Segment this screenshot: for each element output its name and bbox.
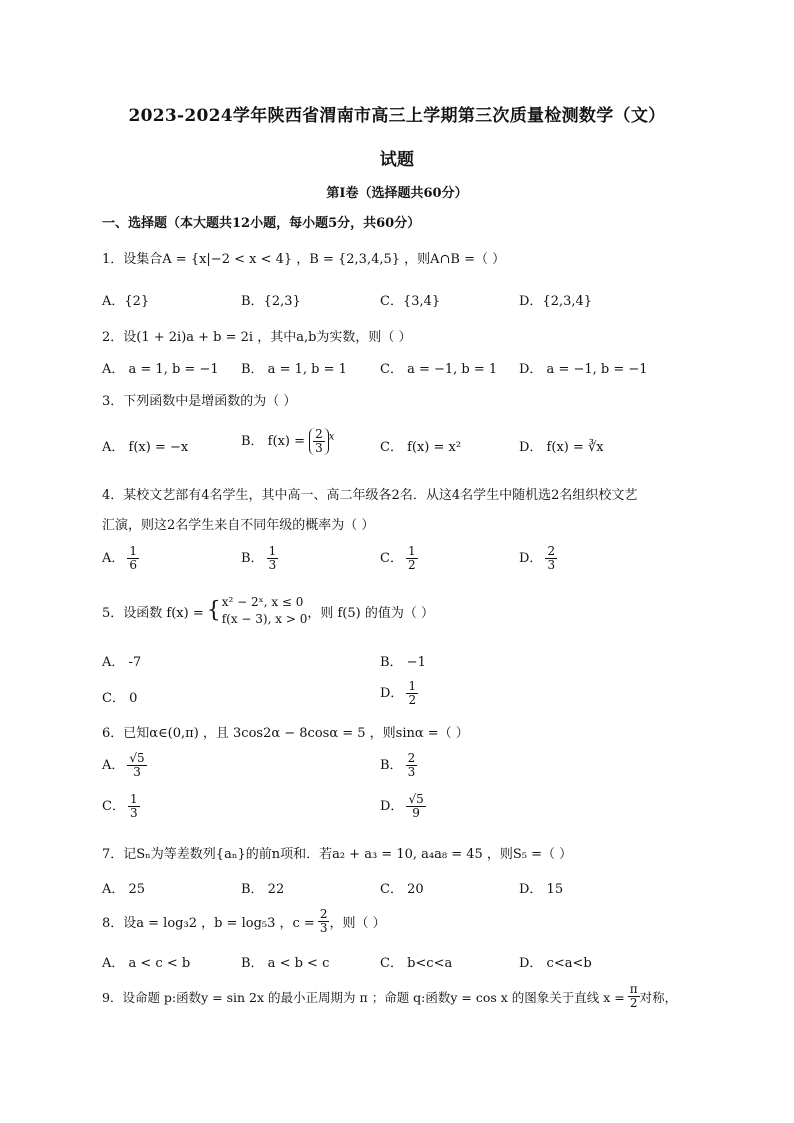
exam-title-line2: 试题 (379, 150, 415, 170)
q8-stem-prefix: 8．设a = log₃2 ，b = log₅3 ，c = (102, 916, 315, 931)
q5-option-c: C． 0 (102, 691, 138, 706)
q8-stem-suffix: ，则（ ） (329, 916, 386, 931)
q3-option-b: B． f(x) = $\frac{2}{3}$ $^x$ (241, 427, 335, 455)
q3-option-a: A． f(x) = −x (102, 440, 189, 455)
q4-c-num: 1 (407, 544, 416, 558)
q6-a-num: √5 (129, 751, 145, 765)
q4-b-den: 3 (268, 558, 277, 572)
q6-a-den: 3 (133, 765, 141, 779)
q5-stem-suffix: ，则 f(5) 的值为（ ） (307, 605, 434, 621)
q8-option-c: C． b<c<a (380, 956, 453, 971)
q8-option-b: B． a < b < c (241, 956, 330, 971)
q4-c-den: 2 (407, 558, 416, 572)
q6-option-c (102, 793, 140, 820)
question-6-stem: 6．已知α∈(0,π) ，且 3cos2α − 8cosα = 5 ，则sinα =（ ） (102, 726, 469, 741)
q6-b-den: 3 (407, 765, 416, 779)
q1-option-b: B．{2,3} (241, 294, 301, 309)
q3-option-b-label: B． f(x) = (241, 434, 310, 449)
q4-option-c-label: C． (380, 551, 403, 566)
q4-option-c (380, 545, 418, 572)
q7-option-a: A． 25 (102, 882, 146, 897)
q6-d-den: 9 (412, 806, 420, 820)
q4-a-num: 1 (129, 544, 138, 558)
question-9-stem (102, 983, 677, 1010)
q6-option-d (380, 793, 426, 820)
q7-option-b: B． 22 (241, 882, 285, 897)
exam-title-line1: 2023-2024学年陕西省渭南市高三上学期第三次质量检测数学（文） (128, 106, 666, 126)
q9-num: π (629, 982, 638, 996)
q3-option-b-exponent: x (328, 431, 335, 443)
q2-option-b: B． a = 1, b = 1 (241, 362, 347, 377)
question-4-stem-line1: 4．某校文艺部有4名学生，其中高一、高二年级各2名．从这4名学生中随机选2名组织校文艺 (102, 488, 638, 503)
q6-d-num: √5 (408, 792, 424, 806)
q8-c-den: 3 (319, 921, 328, 935)
q5-piece-2: f(x − 3), x > 0 (221, 612, 308, 626)
question-1-stem: 1．设集合A = {x|−2 < x < 4} ，B = {2,3,4,5} ，则A∩B =（ ） (102, 252, 506, 267)
q5-piece-1: x² − 2ˣ, x ≤ 0 (221, 595, 304, 609)
q1-option-a: A．{2} (102, 294, 150, 309)
question-4-stem-line2: 汇演，则这2名学生来自不同年级的概率为（ ） (102, 518, 375, 533)
section-heading: 一、选择题（本大题共12小题，每小题5分，共60分） (102, 216, 421, 231)
question-3-stem: 3．下列函数中是增函数的为（ ） (102, 394, 297, 409)
q2-option-a: A． a = 1, b = −1 (102, 362, 219, 377)
q6-option-a (102, 752, 147, 779)
q6-b-num: 2 (407, 751, 416, 765)
q4-d-den: 3 (547, 558, 556, 572)
q9-stem-suffix: 对称， (639, 989, 678, 1005)
q4-option-a (102, 545, 139, 572)
q5-d-num: 1 (408, 679, 417, 693)
q8-option-a: A． a < c < b (102, 956, 191, 971)
q4-d-num: 2 (547, 544, 556, 558)
q9-den: 2 (629, 996, 638, 1010)
question-5-stem (102, 594, 434, 628)
q5-option-a: A． -7 (102, 655, 142, 670)
q5-option-d-label: D． (380, 686, 404, 701)
q5-d-den: 2 (408, 693, 417, 707)
q6-c-den: 3 (129, 806, 138, 820)
question-8-stem (102, 908, 386, 935)
q4-option-a-label: A． (102, 551, 125, 566)
q4-option-b (241, 545, 278, 572)
q6-option-d-label: D． (380, 799, 404, 814)
part-heading: 第I卷（选择题共60分） (326, 186, 468, 201)
q3-option-d: D． f(x) = ∛x (519, 440, 604, 455)
q4-option-b-label: B． (241, 551, 264, 566)
q4-option-d-label: D． (519, 551, 543, 566)
q5-option-d (380, 680, 418, 707)
q1-option-d: D．{2,3,4} (519, 294, 593, 309)
q3-option-c: C． f(x) = x² (380, 440, 462, 455)
q1-option-c: C．{3,4} (380, 294, 441, 309)
question-7-stem: 7．记Sₙ为等差数列{aₙ}的前n项和．若a₂ + a₃ = 10, a₄a₈ = 45 ，则S₅ =（ ） (102, 847, 573, 862)
q7-option-c: C． 20 (380, 882, 424, 897)
q8-option-d: D． c<a<b (519, 956, 592, 971)
q6-option-b (380, 752, 417, 779)
q4-b-num: 1 (268, 544, 277, 558)
q5-stem-prefix: 5．设函数 f(x) = (102, 605, 204, 621)
q9-stem-prefix: 9．设命题 p:函数y = sin 2x 的最小正周期为 π ；命题 q:函数y = cos x 的图象关于直线 x = (102, 989, 625, 1005)
q4-option-d (519, 545, 557, 572)
q6-option-c-label: C． (102, 799, 125, 814)
q4-a-den: 6 (129, 558, 138, 572)
q8-c-num: 2 (319, 907, 328, 921)
q6-c-num: 1 (129, 792, 138, 806)
q6-option-a-label: A． (102, 758, 125, 773)
q2-option-d: D． a = −1, b = −1 (519, 362, 648, 377)
q7-option-d: D． 15 (519, 882, 564, 897)
question-2-stem: 2．设(1 + 2i)a + b = 2i ，其中a,b为实数，则（ ） (102, 330, 412, 345)
q5-option-b: B． −1 (380, 655, 426, 670)
q6-option-b-label: B． (380, 758, 403, 773)
brace-glyph: { (206, 598, 221, 623)
q2-option-c: C． a = −1, b = 1 (380, 362, 498, 377)
